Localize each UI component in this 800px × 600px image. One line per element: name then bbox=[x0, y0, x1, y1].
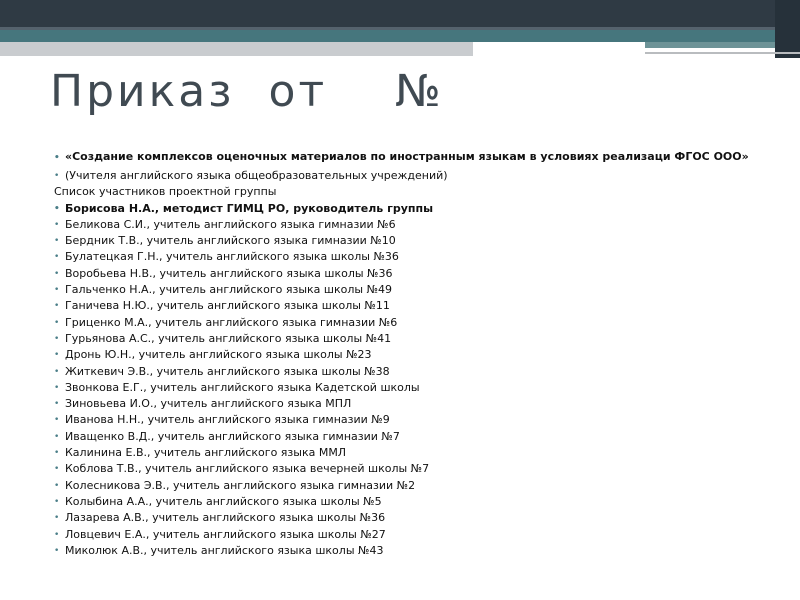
list-item bbox=[52, 347, 752, 363]
bullet-icon: • bbox=[54, 153, 60, 163]
list-item-text: Гальченко Н.А., учитель английского языка школы №49 bbox=[65, 283, 393, 297]
header-grey-line bbox=[645, 52, 800, 54]
bullet-icon: • bbox=[54, 317, 60, 328]
list-item bbox=[52, 527, 752, 543]
list-item bbox=[52, 249, 752, 265]
list-item bbox=[52, 543, 752, 559]
list-item-text: Ловцевич Е.А., учитель английского языка школы №27 bbox=[65, 527, 386, 541]
list-item bbox=[52, 478, 752, 494]
list-item bbox=[52, 201, 752, 217]
bullet-icon: • bbox=[54, 480, 60, 491]
list-item-text: Список участников проектной группы bbox=[54, 185, 277, 199]
list-item-text: Коблова Т.В., учитель английского языка вечерней школы №7 bbox=[65, 462, 430, 476]
list-item-text: Иващенко В.Д., учитель английского языка гимназии №7 bbox=[65, 429, 400, 443]
list-item bbox=[52, 510, 752, 526]
list-item bbox=[52, 298, 752, 314]
list-item-text: Колыбина А.А., учитель английского языка школы №5 bbox=[65, 494, 382, 508]
header-teal-band bbox=[0, 30, 775, 42]
list-item-text: Лазарева А.В., учитель английского языка школы №36 bbox=[65, 511, 386, 525]
bullet-icon: • bbox=[54, 268, 60, 279]
header-corner-block bbox=[775, 0, 800, 58]
list-item-text: Бердник Т.В., учитель английского языка гимназии №10 bbox=[65, 234, 396, 248]
bullet-icon: • bbox=[54, 203, 60, 214]
list-item bbox=[52, 331, 752, 347]
list-item bbox=[52, 168, 752, 184]
list-item-text: Гурьянова А.С., учитель английского языка школы №41 bbox=[65, 331, 392, 345]
bullet-icon: • bbox=[54, 366, 60, 377]
bullet-icon: • bbox=[54, 431, 60, 442]
list-item bbox=[52, 282, 752, 298]
list-item bbox=[52, 184, 752, 200]
list-item bbox=[52, 396, 752, 412]
bullet-icon: • bbox=[54, 285, 60, 296]
list-item-text: Ганичева Н.Ю., учитель английского языка школы №11 bbox=[65, 299, 390, 313]
bullet-icon: • bbox=[54, 545, 60, 556]
list-item-text: Дронь Ю.Н., учитель английского языка школы №23 bbox=[65, 348, 372, 362]
list-item-text: (Учителя английского языка общеобразовательных учреждений) bbox=[65, 169, 448, 182]
bullet-icon: • bbox=[54, 448, 60, 459]
list-item bbox=[52, 445, 752, 461]
list-item-text: «Создание комплексов оценочных материалов по иностранным языкам в условиях реализаци ФГОС ООО» bbox=[65, 150, 749, 163]
bullet-icon: • bbox=[54, 415, 60, 426]
list-item bbox=[52, 461, 752, 477]
list-item-text: Миколюк А.В., учитель английского языка школы №43 bbox=[65, 543, 384, 557]
slide-content bbox=[52, 150, 752, 559]
bullet-icon: • bbox=[54, 464, 60, 475]
slide-title: Приказ от № bbox=[50, 66, 444, 117]
list-item-text: Борисова Н.А., методист ГИМЦ РО, руководитель группы bbox=[65, 201, 434, 215]
header-dark-band bbox=[0, 0, 775, 27]
bullet-icon: • bbox=[54, 513, 60, 524]
bullet-icon: • bbox=[54, 529, 60, 540]
list-item-text: Колесникова Э.В., учитель английского языка гимназии №2 bbox=[65, 478, 416, 492]
list-item bbox=[52, 150, 752, 168]
list-item-text: Зиновьева И.О., учитель английского языка МПЛ bbox=[65, 397, 352, 411]
list-item bbox=[52, 412, 752, 428]
list-item bbox=[52, 380, 752, 396]
list-item-text: Калинина Е.В., учитель английского языка ММЛ bbox=[65, 446, 347, 460]
list-item-text: Житкевич Э.В., учитель английского языка школы №38 bbox=[65, 364, 390, 378]
list-item-text: Булатецкая Г.Н., учитель английского языка школы №36 bbox=[65, 250, 399, 264]
header-teal-accent bbox=[645, 42, 775, 48]
bullet-icon: • bbox=[54, 350, 60, 361]
list-item-text: Звонкова Е.Г., учитель английского языка Кадетской школы bbox=[65, 380, 420, 394]
list-item-text: Гриценко М.А., учитель английского языка гимназии №6 bbox=[65, 315, 398, 329]
list-item-text: Иванова Н.Н., учитель английского языка гимназии №9 bbox=[65, 413, 390, 427]
bullet-icon: • bbox=[54, 219, 60, 230]
list-item bbox=[52, 315, 752, 331]
bullet-icon: • bbox=[54, 252, 60, 263]
bullet-icon: • bbox=[54, 399, 60, 410]
bullet-icon: • bbox=[54, 496, 60, 507]
list-item bbox=[52, 266, 752, 282]
list-item bbox=[52, 494, 752, 510]
list-item bbox=[52, 364, 752, 380]
header-grey-band bbox=[0, 42, 473, 56]
bullet-icon: • bbox=[54, 171, 60, 181]
bullet-icon: • bbox=[54, 382, 60, 393]
list-item bbox=[52, 429, 752, 445]
list-item bbox=[52, 233, 752, 249]
bullet-icon: • bbox=[54, 236, 60, 247]
list-item-text: Беликова С.И., учитель английского языка гимназии №6 bbox=[65, 217, 396, 231]
bullet-icon: • bbox=[54, 301, 60, 312]
list-item-text: Воробьева Н.В., учитель английского языка школы №36 bbox=[65, 266, 393, 280]
list-item bbox=[52, 217, 752, 233]
bullet-icon: • bbox=[54, 333, 60, 344]
